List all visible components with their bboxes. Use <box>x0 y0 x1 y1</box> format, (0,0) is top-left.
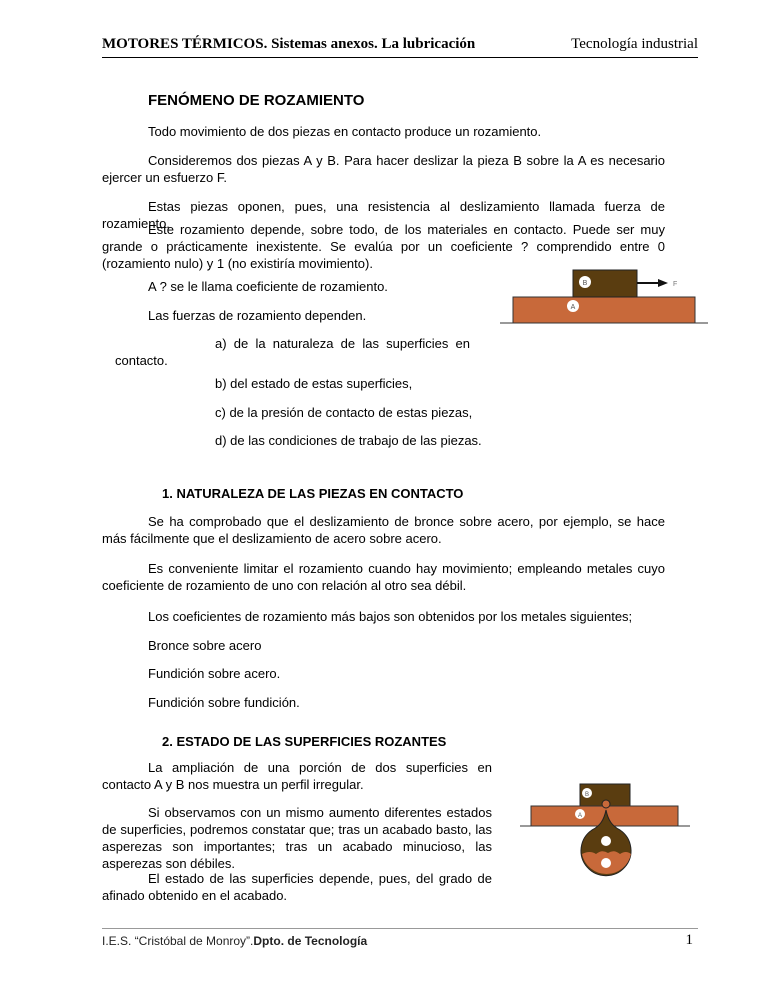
factor-c: c) de la presión de contacto de estas piezas, <box>215 405 473 420</box>
block-a <box>513 297 695 323</box>
paragraph: El estado de las superficies depende, pues, del grado de afinado obtenido en el acabado. <box>102 871 492 903</box>
paragraph: Los coeficientes de rozamiento más bajos son obtenidos por los metales siguientes; <box>148 609 633 624</box>
footer-dept: Dpto. de Tecnología <box>253 934 368 948</box>
page-number: 1 <box>685 932 693 948</box>
factor-a-cont: contacto. <box>115 353 168 368</box>
list-item: Fundición sobre fundición. <box>148 695 300 710</box>
footer-school: I.E.S. “Cristóbal de Monroy”. <box>102 934 254 948</box>
list-item: Bronce sobre acero <box>148 638 262 653</box>
figure-sliding-blocks <box>500 255 750 355</box>
section-2-heading: 2. ESTADO DE LAS SUPERFICIES ROZANTES <box>162 734 447 749</box>
paragraph: La ampliación de una porción de dos superficies en contacto A y B nos muestra un perfil irregular. <box>102 760 492 792</box>
list-item: Fundición sobre acero. <box>148 666 281 681</box>
footer-rule <box>102 928 698 929</box>
label-f: F <box>673 281 678 288</box>
label-a: A <box>570 304 576 311</box>
paragraph: Si observamos con un mismo aumento diferentes estados de superficies, podremos constatar que; tras un acabado basto, las asperezas son importantes; tras un acabado minucioso, las asperezas son débiles. <box>102 805 492 871</box>
header-title: MOTORES TÉRMICOS. Sistemas anexos. La lubricación <box>102 36 476 52</box>
page-title: FENÓMENO DE ROZAMIENTO <box>148 92 365 109</box>
factor-d: d) de las condiciones de trabajo de las piezas. <box>215 433 482 448</box>
paragraph: Las fuerzas de rozamiento dependen. <box>148 308 367 323</box>
header-rule <box>102 57 698 58</box>
footer-text <box>102 934 367 948</box>
label-b: B <box>582 280 588 287</box>
factor-b: b) del estado de estas superficies, <box>215 376 413 391</box>
paragraph: Consideremos dos piezas A y B. Para hacer deslizar la pieza B sobre la A es necesario ejercer un esfuerzo F. <box>102 153 665 185</box>
paragraph: Se ha comprobado que el deslizamiento de bronce sobre acero, por ejemplo, se hace más fácilmente que el deslizamiento de acero sobre acero. <box>102 514 665 546</box>
factor-a: a) de la naturaleza de las superficies en <box>215 336 470 351</box>
section-1-heading: 1. NATURALEZA DE LAS PIEZAS EN CONTACTO <box>162 486 464 501</box>
paragraph: Todo movimiento de dos piezas en contacto produce un rozamiento. <box>148 124 542 139</box>
paragraph: Es conveniente limitar el rozamiento cuando hay movimiento; empleando metales cuyo coeficiente de rozamiento de uno con relación al otro sea débil. <box>102 561 665 593</box>
paragraph: Este rozamiento depende, sobre todo, de los materiales en contacto. Puede ser muy grande o prácticamente inexistente. Se evalúa por un coeficiente ? comprendido entre 0 (rozamiento nulo) y 1 (no existiría movimiento). <box>102 222 665 271</box>
paragraph: A ? se le llama coeficiente de rozamiento. <box>148 279 388 294</box>
paragraph: Estas piezas oponen, pues, una resistencia al deslizamiento llamada fuerza de rozamiento. <box>102 199 665 231</box>
label-a: A <box>577 813 583 819</box>
label-b: B <box>584 792 590 798</box>
arrow-head-icon <box>658 279 668 287</box>
header-subject: Tecnología industrial <box>571 36 698 52</box>
figure-surface-magnification <box>500 750 750 900</box>
